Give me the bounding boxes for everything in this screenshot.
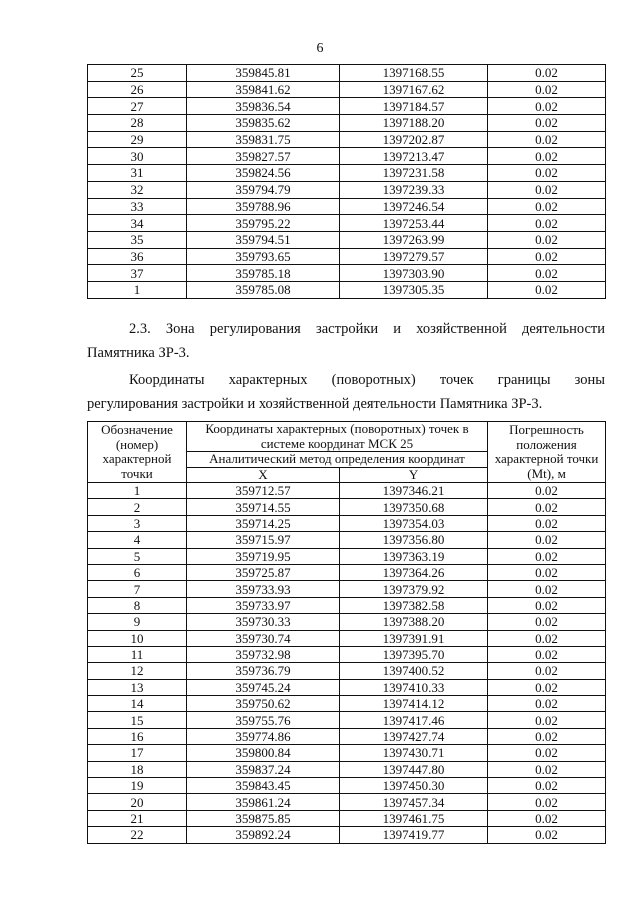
accuracy: 0.02 <box>488 148 606 165</box>
header-coordinates: Координаты характерных (поворотных) точек в системе координат МСК 25 <box>187 422 488 452</box>
coord-x: 359730.33 <box>187 614 340 630</box>
accuracy: 0.02 <box>488 98 606 115</box>
coord-x: 359788.96 <box>187 198 340 215</box>
accuracy: 0.02 <box>488 630 606 646</box>
accuracy: 0.02 <box>488 548 606 564</box>
accuracy: 0.02 <box>488 597 606 613</box>
table-row <box>88 231 606 248</box>
coord-y: 1397168.55 <box>340 65 488 82</box>
point-number: 11 <box>88 646 187 662</box>
page-number: 6 <box>316 41 324 56</box>
table-row <box>88 630 606 646</box>
table-row <box>88 581 606 597</box>
coord-x: 359750.62 <box>187 696 340 712</box>
coordinates-table-body <box>88 65 606 299</box>
coord-x: 359714.25 <box>187 515 340 531</box>
accuracy: 0.02 <box>488 81 606 98</box>
table-row <box>88 827 606 843</box>
point-number: 9 <box>88 614 187 630</box>
accuracy: 0.02 <box>488 564 606 580</box>
accuracy: 0.02 <box>488 115 606 132</box>
point-number: 14 <box>88 696 187 712</box>
table-row <box>88 65 606 82</box>
coord-x: 359861.24 <box>187 794 340 810</box>
point-number: 8 <box>88 597 187 613</box>
coord-y: 1397457.34 <box>340 794 488 810</box>
coord-x: 359745.24 <box>187 679 340 695</box>
coord-x: 359800.84 <box>187 745 340 761</box>
accuracy: 0.02 <box>488 663 606 679</box>
table-row <box>88 532 606 548</box>
accuracy: 0.02 <box>488 515 606 531</box>
point-number: 31 <box>88 165 187 182</box>
point-number: 37 <box>88 265 187 282</box>
coord-y: 1397253.44 <box>340 215 488 232</box>
table-row <box>88 663 606 679</box>
accuracy: 0.02 <box>488 646 606 662</box>
coord-y: 1397184.57 <box>340 98 488 115</box>
coord-y: 1397213.47 <box>340 148 488 165</box>
coord-y: 1397461.75 <box>340 810 488 826</box>
coord-x: 359785.18 <box>187 265 340 282</box>
point-number: 12 <box>88 663 187 679</box>
accuracy: 0.02 <box>488 483 606 499</box>
coord-y: 1397354.03 <box>340 515 488 531</box>
coord-x: 359719.95 <box>187 548 340 564</box>
coord-x: 359730.74 <box>187 630 340 646</box>
point-number: 34 <box>88 215 187 232</box>
coord-x: 359875.85 <box>187 810 340 826</box>
coord-x: 359793.65 <box>187 248 340 265</box>
header-method: Аналитический метод определения координат <box>187 452 488 468</box>
point-number: 25 <box>88 65 187 82</box>
coord-x: 359827.57 <box>187 148 340 165</box>
point-number: 28 <box>88 115 187 132</box>
accuracy: 0.02 <box>488 745 606 761</box>
table-row <box>88 148 606 165</box>
coord-y: 1397419.77 <box>340 827 488 843</box>
accuracy: 0.02 <box>488 165 606 182</box>
table-row <box>88 761 606 777</box>
coord-x: 359824.56 <box>187 165 340 182</box>
coord-y: 1397388.20 <box>340 614 488 630</box>
coord-y: 1397450.30 <box>340 778 488 794</box>
section-heading-line2: Памятника ЗР-3. <box>87 345 190 361</box>
point-number: 35 <box>88 231 187 248</box>
zr3-coordinates-table <box>87 421 606 844</box>
coordinates-table-continued <box>87 64 606 299</box>
coord-y: 1397167.62 <box>340 81 488 98</box>
coord-x: 359843.45 <box>187 778 340 794</box>
table-row <box>88 98 606 115</box>
table-row <box>88 515 606 531</box>
coord-x: 359736.79 <box>187 663 340 679</box>
point-number: 33 <box>88 198 187 215</box>
point-number: 5 <box>88 548 187 564</box>
table-row <box>88 728 606 744</box>
coord-x: 359841.62 <box>187 81 340 98</box>
coord-x: 359715.97 <box>187 532 340 548</box>
coord-y: 1397303.90 <box>340 265 488 282</box>
header-x: X <box>187 467 340 483</box>
table-row <box>88 165 606 182</box>
coord-x: 359795.22 <box>187 215 340 232</box>
coord-x: 359733.97 <box>187 597 340 613</box>
coord-x: 359892.24 <box>187 827 340 843</box>
point-number: 19 <box>88 778 187 794</box>
header-accuracy: Погрешность положения характерной точки (Mt), м <box>488 422 606 483</box>
coord-x: 359732.98 <box>187 646 340 662</box>
accuracy: 0.02 <box>488 696 606 712</box>
point-number: 32 <box>88 181 187 198</box>
header-y: Y <box>340 467 488 483</box>
accuracy: 0.02 <box>488 581 606 597</box>
table-row <box>88 778 606 794</box>
coord-y: 1397379.92 <box>340 581 488 597</box>
table-row <box>88 265 606 282</box>
table-row <box>88 679 606 695</box>
accuracy: 0.02 <box>488 281 606 298</box>
table-row <box>88 810 606 826</box>
accuracy: 0.02 <box>488 728 606 744</box>
accuracy: 0.02 <box>488 265 606 282</box>
table-row <box>88 181 606 198</box>
coord-y: 1397202.87 <box>340 131 488 148</box>
intro-line1: Координаты характерных (поворотных) точек границы зоны <box>129 372 605 388</box>
coord-x: 359755.76 <box>187 712 340 728</box>
point-number: 27 <box>88 98 187 115</box>
table-row <box>88 281 606 298</box>
point-number: 36 <box>88 248 187 265</box>
accuracy: 0.02 <box>488 131 606 148</box>
coord-y: 1397263.99 <box>340 231 488 248</box>
coord-x: 359785.08 <box>187 281 340 298</box>
coord-x: 359725.87 <box>187 564 340 580</box>
point-number: 17 <box>88 745 187 761</box>
point-number: 18 <box>88 761 187 777</box>
accuracy: 0.02 <box>488 679 606 695</box>
accuracy: 0.02 <box>488 827 606 843</box>
accuracy: 0.02 <box>488 181 606 198</box>
coord-y: 1397346.21 <box>340 483 488 499</box>
point-number: 22 <box>88 827 187 843</box>
table-row <box>88 248 606 265</box>
coord-y: 1397395.70 <box>340 646 488 662</box>
point-number: 6 <box>88 564 187 580</box>
accuracy: 0.02 <box>488 198 606 215</box>
table-row <box>88 215 606 232</box>
point-number: 15 <box>88 712 187 728</box>
coord-y: 1397363.19 <box>340 548 488 564</box>
coord-x: 359845.81 <box>187 65 340 82</box>
accuracy: 0.02 <box>488 761 606 777</box>
table-row <box>88 614 606 630</box>
coord-y: 1397305.35 <box>340 281 488 298</box>
table-row <box>88 712 606 728</box>
coord-y: 1397427.74 <box>340 728 488 744</box>
coord-y: 1397447.80 <box>340 761 488 777</box>
intro-paragraph <box>87 368 605 416</box>
coord-y: 1397231.58 <box>340 165 488 182</box>
coord-x: 359837.24 <box>187 761 340 777</box>
table-row <box>88 696 606 712</box>
coord-x: 359836.54 <box>187 98 340 115</box>
point-number: 3 <box>88 515 187 531</box>
table-row <box>88 646 606 662</box>
point-number: 1 <box>88 281 187 298</box>
accuracy: 0.02 <box>488 810 606 826</box>
coord-y: 1397279.57 <box>340 248 488 265</box>
coord-x: 359794.79 <box>187 181 340 198</box>
point-number: 21 <box>88 810 187 826</box>
coord-y: 1397430.71 <box>340 745 488 761</box>
table-row <box>88 745 606 761</box>
accuracy: 0.02 <box>488 712 606 728</box>
point-number: 2 <box>88 499 187 515</box>
coord-x: 359712.57 <box>187 483 340 499</box>
point-number: 20 <box>88 794 187 810</box>
accuracy: 0.02 <box>488 248 606 265</box>
table-row <box>88 564 606 580</box>
table-header <box>88 422 606 483</box>
accuracy: 0.02 <box>488 65 606 82</box>
accuracy: 0.02 <box>488 778 606 794</box>
point-number: 30 <box>88 148 187 165</box>
coord-x: 359831.75 <box>187 131 340 148</box>
accuracy: 0.02 <box>488 215 606 232</box>
coord-y: 1397356.80 <box>340 532 488 548</box>
accuracy: 0.02 <box>488 231 606 248</box>
header-point-designation: Обозначение (номер) характерной точки <box>88 422 187 483</box>
table-row <box>88 198 606 215</box>
section-heading <box>87 317 605 365</box>
accuracy: 0.02 <box>488 614 606 630</box>
coord-y: 1397414.12 <box>340 696 488 712</box>
coord-x: 359714.55 <box>187 499 340 515</box>
coord-y: 1397417.46 <box>340 712 488 728</box>
table-row <box>88 597 606 613</box>
point-number: 26 <box>88 81 187 98</box>
accuracy: 0.02 <box>488 499 606 515</box>
coord-y: 1397391.91 <box>340 630 488 646</box>
coord-y: 1397400.52 <box>340 663 488 679</box>
accuracy: 0.02 <box>488 794 606 810</box>
coord-y: 1397239.33 <box>340 181 488 198</box>
coord-x: 359733.93 <box>187 581 340 597</box>
coord-y: 1397188.20 <box>340 115 488 132</box>
table-row <box>88 483 606 499</box>
section-heading-line1: 2.3. Зона регулирования застройки и хозяйственной деятельности <box>129 321 605 337</box>
point-number: 1 <box>88 483 187 499</box>
table-row <box>88 794 606 810</box>
coord-y: 1397382.58 <box>340 597 488 613</box>
coord-x: 359794.51 <box>187 231 340 248</box>
table-row <box>88 115 606 132</box>
coord-y: 1397246.54 <box>340 198 488 215</box>
table-row <box>88 131 606 148</box>
table-row <box>88 81 606 98</box>
table-row <box>88 548 606 564</box>
point-number: 7 <box>88 581 187 597</box>
zr3-table-body <box>88 483 606 844</box>
point-number: 29 <box>88 131 187 148</box>
point-number: 10 <box>88 630 187 646</box>
coord-y: 1397410.33 <box>340 679 488 695</box>
accuracy: 0.02 <box>488 532 606 548</box>
point-number: 13 <box>88 679 187 695</box>
coord-x: 359774.86 <box>187 728 340 744</box>
coord-y: 1397350.68 <box>340 499 488 515</box>
point-number: 4 <box>88 532 187 548</box>
coord-y: 1397364.26 <box>340 564 488 580</box>
intro-line2: регулирования застройки и хозяйственной деятельности Памятника ЗР-3. <box>87 396 543 412</box>
table-row <box>88 499 606 515</box>
point-number: 16 <box>88 728 187 744</box>
coord-x: 359835.62 <box>187 115 340 132</box>
